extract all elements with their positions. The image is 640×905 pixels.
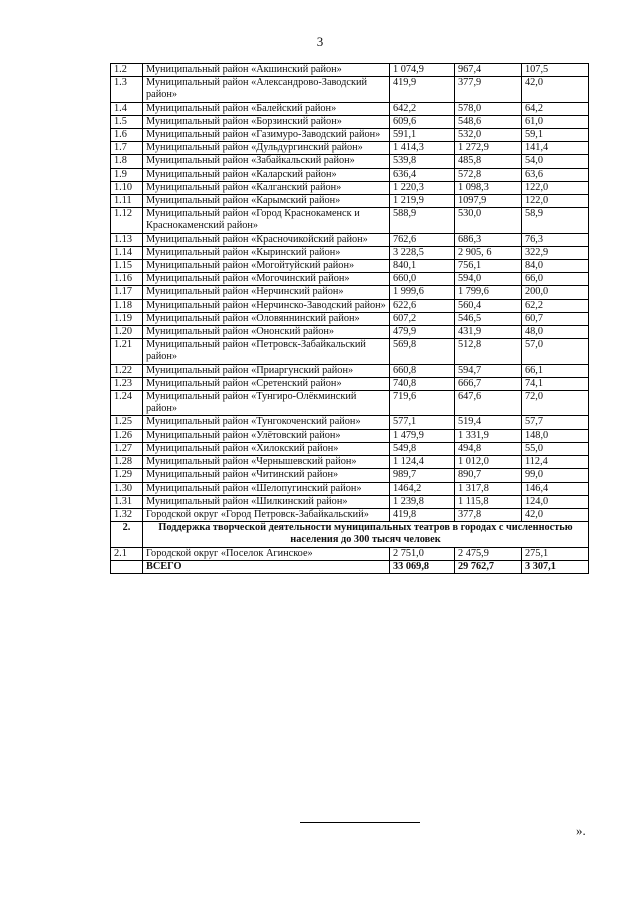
row-value-federal: 647,6 — [455, 391, 522, 416]
row-value-federal: 431,9 — [455, 326, 522, 339]
row-number: 1.4 — [111, 102, 143, 115]
row-value-regional: 59,1 — [522, 129, 589, 142]
table-row — [111, 181, 589, 194]
row-value-federal: 546,5 — [455, 312, 522, 325]
section-header-row — [111, 522, 589, 547]
row-number: 1.22 — [111, 364, 143, 377]
row-value-federal: 494,8 — [455, 442, 522, 455]
row-name: Муниципальный район «Шелопугинский район» — [143, 482, 390, 495]
row-number: 1.3 — [111, 77, 143, 102]
row-value-federal: 578,0 — [455, 102, 522, 115]
row-number: 1.14 — [111, 246, 143, 259]
row-number: 1.31 — [111, 495, 143, 508]
row-value-federal: 890,7 — [455, 469, 522, 482]
table-row — [111, 102, 589, 115]
row-value-federal: 686,3 — [455, 233, 522, 246]
row-name: Муниципальный район «Читинский район» — [143, 469, 390, 482]
row-value-federal: 560,4 — [455, 299, 522, 312]
row-value-total: 660,8 — [390, 364, 455, 377]
row-value-federal: 572,8 — [455, 168, 522, 181]
row-value-regional: 74,1 — [522, 377, 589, 390]
table-body — [111, 64, 589, 522]
end-divider — [300, 822, 420, 823]
row-number: 1.17 — [111, 286, 143, 299]
row-value-regional: 48,0 — [522, 326, 589, 339]
row-value-federal: 1 012,0 — [455, 456, 522, 469]
row-value-regional: 322,9 — [522, 246, 589, 259]
row-value-total: 591,1 — [390, 129, 455, 142]
table-row — [111, 377, 589, 390]
row-value-federal: 594,0 — [455, 273, 522, 286]
row-value-federal: 666,7 — [455, 377, 522, 390]
row-value-regional: 148,0 — [522, 429, 589, 442]
total-empty-cell — [111, 560, 143, 573]
row-name: Муниципальный район «Приаргунский район» — [143, 364, 390, 377]
row-value-total: 740,8 — [390, 377, 455, 390]
row-name: Муниципальный район «Кыринский район» — [143, 246, 390, 259]
row-name: Муниципальный район «Забайкальский район» — [143, 155, 390, 168]
row-number: 1.29 — [111, 469, 143, 482]
row-name: Муниципальный район «Борзинский район» — [143, 115, 390, 128]
row-value-federal: 2 905, 6 — [455, 246, 522, 259]
table-row — [111, 155, 589, 168]
row-value-federal: 1 272,9 — [455, 142, 522, 155]
table-row — [111, 312, 589, 325]
row-value-federal: 2 475,9 — [455, 547, 522, 560]
row-number: 1.15 — [111, 260, 143, 273]
row-name: Муниципальный район «Сретенский район» — [143, 377, 390, 390]
table-row — [111, 142, 589, 155]
table-row — [111, 286, 589, 299]
row-name: Муниципальный район «Александрово-Заводский район» — [143, 77, 390, 102]
row-name: Муниципальный район «Могочинский район» — [143, 273, 390, 286]
row-value-regional: 141,4 — [522, 142, 589, 155]
row-value-federal: 519,4 — [455, 416, 522, 429]
row-name: Муниципальный район «Хилокский район» — [143, 442, 390, 455]
table-row — [111, 129, 589, 142]
row-value-total: 1 124,4 — [390, 456, 455, 469]
row-value-regional: 57,7 — [522, 416, 589, 429]
row-number: 1.12 — [111, 208, 143, 233]
row-value-regional: 124,0 — [522, 495, 589, 508]
row-number: 1.6 — [111, 129, 143, 142]
row-value-federal: 1 331,9 — [455, 429, 522, 442]
row-value-regional: 76,3 — [522, 233, 589, 246]
row-value-federal: 756,1 — [455, 260, 522, 273]
row-value-total: 607,2 — [390, 312, 455, 325]
row-value-total: 1 074,9 — [390, 64, 455, 77]
row-number: 1.9 — [111, 168, 143, 181]
row-name: Муниципальный район «Нерчинский район» — [143, 286, 390, 299]
row-value-federal: 1097,9 — [455, 195, 522, 208]
row-value-total: 1 414,3 — [390, 142, 455, 155]
total-row — [111, 560, 589, 573]
row-number: 1.7 — [111, 142, 143, 155]
row-number: 1.11 — [111, 195, 143, 208]
row-value-federal: 967,4 — [455, 64, 522, 77]
row-value-total: 609,6 — [390, 115, 455, 128]
row-name: Муниципальный район «Калганский район» — [143, 181, 390, 194]
row-value-total: 719,6 — [390, 391, 455, 416]
row-value-total: 1464,2 — [390, 482, 455, 495]
row-number: 1.20 — [111, 326, 143, 339]
row-value-total: 660,0 — [390, 273, 455, 286]
table-row — [111, 482, 589, 495]
row-number: 1.19 — [111, 312, 143, 325]
row-name: Муниципальный район «Шилкинский район» — [143, 495, 390, 508]
row-value-federal: 1 799,6 — [455, 286, 522, 299]
row-name: Городской округ «Город Петровск-Забайкальский» — [143, 508, 390, 521]
row-name: Муниципальный район «Акшинский район» — [143, 64, 390, 77]
total-value-regional: 3 307,1 — [522, 560, 589, 573]
row-value-total: 636,4 — [390, 168, 455, 181]
table-row — [111, 339, 589, 364]
row-value-federal: 377,9 — [455, 77, 522, 102]
row-number: 1.16 — [111, 273, 143, 286]
table-row — [111, 233, 589, 246]
table-row — [111, 115, 589, 128]
row-value-federal: 512,8 — [455, 339, 522, 364]
row-value-regional: 66,1 — [522, 364, 589, 377]
row-value-total: 1 999,6 — [390, 286, 455, 299]
row-number: 1.5 — [111, 115, 143, 128]
row-number: 1.10 — [111, 181, 143, 194]
row-value-regional: 62,2 — [522, 299, 589, 312]
row-value-federal: 532,0 — [455, 129, 522, 142]
page-number: 3 — [316, 34, 324, 49]
row-value-federal: 1 115,8 — [455, 495, 522, 508]
row-value-regional: 72,0 — [522, 391, 589, 416]
row-name: Муниципальный район «Тунгокоченский район» — [143, 416, 390, 429]
row-value-federal: 377,8 — [455, 508, 522, 521]
row-value-federal: 485,8 — [455, 155, 522, 168]
row-name: Муниципальный район «Тунгиро-Олёкминский район» — [143, 391, 390, 416]
row-number: 1.28 — [111, 456, 143, 469]
row-value-total: 762,6 — [390, 233, 455, 246]
table-row — [111, 456, 589, 469]
row-value-regional: 275,1 — [522, 547, 589, 560]
row-value-total: 479,9 — [390, 326, 455, 339]
row-number: 1.21 — [111, 339, 143, 364]
total-label: ВСЕГО — [143, 560, 390, 573]
table-row — [111, 168, 589, 181]
row-value-regional: 57,0 — [522, 339, 589, 364]
row-number: 1.18 — [111, 299, 143, 312]
row-value-total: 3 228,5 — [390, 246, 455, 259]
row-value-federal: 548,6 — [455, 115, 522, 128]
row-value-regional: 61,0 — [522, 115, 589, 128]
row-name: Муниципальный район «Дульдургинский район» — [143, 142, 390, 155]
row-value-total: 2 751,0 — [390, 547, 455, 560]
row-value-regional: 60,7 — [522, 312, 589, 325]
row-value-regional: 107,5 — [522, 64, 589, 77]
table-row — [111, 508, 589, 521]
row-number: 1.2 — [111, 64, 143, 77]
row-value-regional: 42,0 — [522, 77, 589, 102]
row-value-total: 622,6 — [390, 299, 455, 312]
row-value-total: 419,8 — [390, 508, 455, 521]
row-value-total: 539,8 — [390, 155, 455, 168]
table-row — [111, 495, 589, 508]
row-number: 2.1 — [111, 547, 143, 560]
row-number: 1.25 — [111, 416, 143, 429]
row-name: Городской округ «Поселок Агинское» — [143, 547, 390, 560]
row-value-regional: 122,0 — [522, 181, 589, 194]
row-number: 1.23 — [111, 377, 143, 390]
row-value-regional: 112,4 — [522, 456, 589, 469]
row-number: 1.13 — [111, 233, 143, 246]
row-value-total: 1 219,9 — [390, 195, 455, 208]
row-value-total: 588,9 — [390, 208, 455, 233]
row-value-regional: 54,0 — [522, 155, 589, 168]
table-row — [111, 195, 589, 208]
row-name: Муниципальный район «Чернышевский район» — [143, 456, 390, 469]
row-number: 1.8 — [111, 155, 143, 168]
row-name: Муниципальный район «Балейский район» — [143, 102, 390, 115]
row-value-total: 419,9 — [390, 77, 455, 102]
row-value-federal: 530,0 — [455, 208, 522, 233]
row-value-regional: 55,0 — [522, 442, 589, 455]
table-row — [111, 547, 589, 560]
row-value-federal: 1 098,3 — [455, 181, 522, 194]
table-row — [111, 326, 589, 339]
row-value-regional: 58,9 — [522, 208, 589, 233]
row-number: 1.24 — [111, 391, 143, 416]
total-value-total: 33 069,8 — [390, 560, 455, 573]
section-number: 2. — [111, 522, 143, 547]
row-value-regional: 122,0 — [522, 195, 589, 208]
row-name: Муниципальный район «Газимуро-Заводский район» — [143, 129, 390, 142]
row-value-total: 1 220,3 — [390, 181, 455, 194]
row-name: Муниципальный район «Красночикойский район» — [143, 233, 390, 246]
row-value-total: 840,1 — [390, 260, 455, 273]
row-value-regional: 99,0 — [522, 469, 589, 482]
table-row — [111, 442, 589, 455]
table-row — [111, 416, 589, 429]
row-name: Муниципальный район «Каларский район» — [143, 168, 390, 181]
row-number: 1.27 — [111, 442, 143, 455]
table-row — [111, 429, 589, 442]
table-row — [111, 299, 589, 312]
row-value-total: 577,1 — [390, 416, 455, 429]
row-name: Муниципальный район «Улётовский район» — [143, 429, 390, 442]
row-value-regional: 42,0 — [522, 508, 589, 521]
row-name: Муниципальный район «Могойтуйский район» — [143, 260, 390, 273]
row-name: Муниципальный район «Петровск-Забайкальский район» — [143, 339, 390, 364]
table-row — [111, 77, 589, 102]
row-value-regional: 146,4 — [522, 482, 589, 495]
row-value-regional: 84,0 — [522, 260, 589, 273]
row-value-total: 569,8 — [390, 339, 455, 364]
row-value-total: 1 479,9 — [390, 429, 455, 442]
row-value-regional: 64,2 — [522, 102, 589, 115]
closing-quote-mark: ». — [576, 823, 586, 838]
table-row — [111, 64, 589, 77]
table-row — [111, 273, 589, 286]
row-value-total: 1 239,8 — [390, 495, 455, 508]
row-value-total: 549,8 — [390, 442, 455, 455]
row-value-regional: 200,0 — [522, 286, 589, 299]
row-name: Муниципальный район «Город Краснокаменск и Краснокаменский район» — [143, 208, 390, 233]
table-row — [111, 260, 589, 273]
row-name: Муниципальный район «Ононский район» — [143, 326, 390, 339]
row-name: Муниципальный район «Карымский район» — [143, 195, 390, 208]
section-title: Поддержка творческой деятельности муниципальных театров в городах с численностью населения до 300 тысяч человек — [143, 522, 589, 547]
budget-table — [110, 63, 589, 574]
row-number: 1.26 — [111, 429, 143, 442]
table-row — [111, 208, 589, 233]
table-row — [111, 246, 589, 259]
total-value-federal: 29 762,7 — [455, 560, 522, 573]
row-value-total: 989,7 — [390, 469, 455, 482]
row-number: 1.32 — [111, 508, 143, 521]
row-value-regional: 66,0 — [522, 273, 589, 286]
table-row — [111, 469, 589, 482]
row-value-regional: 63,6 — [522, 168, 589, 181]
table-row — [111, 391, 589, 416]
row-name: Муниципальный район «Оловяннинский район» — [143, 312, 390, 325]
row-value-federal: 594,7 — [455, 364, 522, 377]
row-number: 1.30 — [111, 482, 143, 495]
row-value-federal: 1 317,8 — [455, 482, 522, 495]
row-value-total: 642,2 — [390, 102, 455, 115]
row-name: Муниципальный район «Нерчинско-Заводский район» — [143, 299, 390, 312]
table-row — [111, 364, 589, 377]
